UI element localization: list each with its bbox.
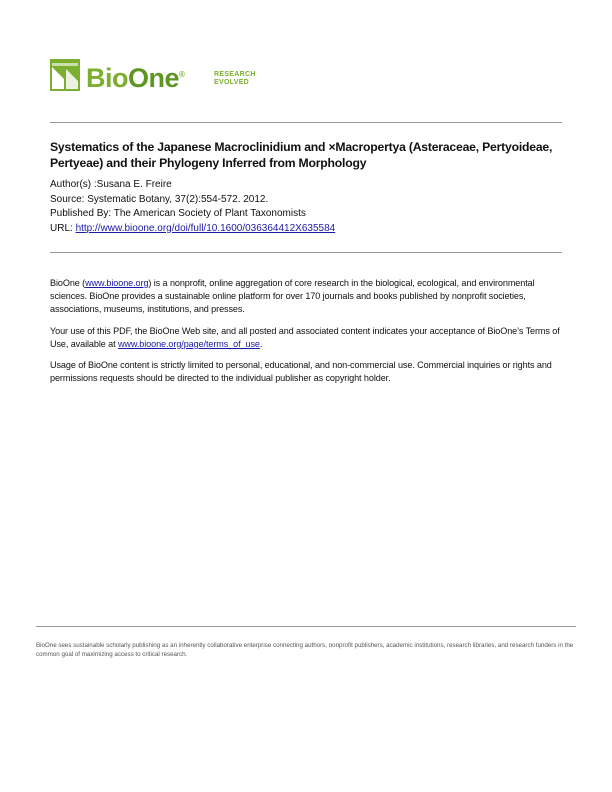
divider-footer xyxy=(36,626,576,627)
bioone-logo xyxy=(50,57,256,97)
notice-paragraph-about: BioOne (www.bioone.org) is a nonprofit, online aggregation of core research in the biological, ecological, and environmental sciences. BioOne provides a sustainable online platform for over 170 journals and books published by nonprofit societies, associations, museums, institutions, and presses. xyxy=(50,278,535,315)
bioone-leaf-icon xyxy=(50,57,82,93)
article-url-line xyxy=(50,222,562,237)
notice-paragraph-terms: Your use of this PDF, the BioOne Web site, and all posted and associated content indicates your acceptance of BioOne’s Terms of Use, available at www.bioone.org/page/terms_of_use. xyxy=(50,325,560,349)
article-metadata xyxy=(50,178,562,236)
divider-top xyxy=(50,122,562,123)
bioone-home-link[interactable]: www.bioone.org xyxy=(85,278,149,288)
article-publisher: Published By: The American Society of Plant Taxonomists xyxy=(50,208,306,219)
terms-of-use-link[interactable]: www.bioone.org/page/terms_of_use xyxy=(117,338,260,349)
article-authors: Author(s) :Susana E. Freire xyxy=(50,179,172,190)
footer-statement: BioOne sees sustainable scholarly publishing as an inherently collaborative enterprise connecting authors, nonprofit publishers, academic institutions, research libraries, and research funders in the common goal of maximizing access to critical research. xyxy=(36,642,574,658)
bioone-wordmark: BioOne® xyxy=(86,63,185,93)
notice-paragraph-usage: Usage of BioOne content is strictly limited to personal, educational, and non-commercial use. Commercial inquiries or rights and permissions requests should be directed to the individual publisher as copyright holder. xyxy=(50,360,552,384)
article-source: Source: Systematic Botany, 37(2):554-572. 2012. xyxy=(50,193,269,205)
article-url-label: URL: xyxy=(50,222,76,234)
article-url-link[interactable]: http://www.bioone.org/doi/full/10.1600/036364412X635584 xyxy=(75,222,336,234)
bioone-tagline: RESEARCH EVOLVED xyxy=(214,71,256,86)
divider-middle xyxy=(50,252,562,253)
article-title: Systematics of the Japanese Macroclinidium and ×Macropertya (Asteraceae, Pertyoideae, Pertyeae) and their Phylogeny Inferred from Morphology xyxy=(50,140,553,170)
bioone-notice xyxy=(50,277,562,393)
